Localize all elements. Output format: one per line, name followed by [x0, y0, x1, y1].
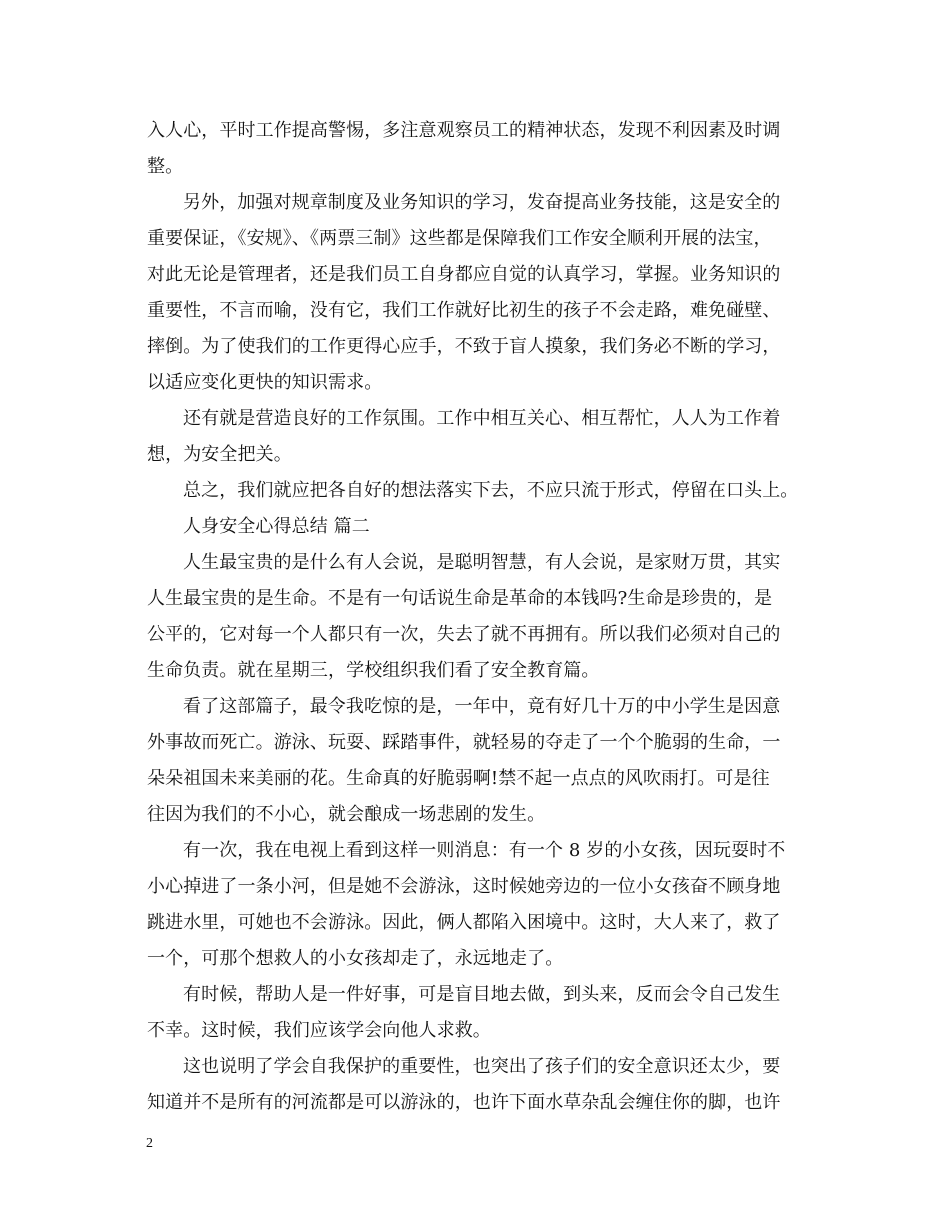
paragraph-start: 总之，我们就应把各自好的想法落实下去，不应只流于形式，停留在口头上。: [183, 480, 799, 501]
text-line: 整。: [147, 156, 184, 177]
text-line: 以适应变化更快的知识需求。: [147, 372, 383, 393]
text-line: 知道并不是所有的河流都是可以游泳的，也许下面水草杂乱会缠住你的脚，也许: [147, 1092, 781, 1113]
text-line: 人生最宝贵的是生命。不是有一句话说生命是革命的本钱吗?生命是珍贵的，是: [147, 588, 773, 609]
paragraph-start: 看了这部篇子，最令我吃惊的是，一年中，竟有好几十万的中小学生是因意: [183, 696, 781, 717]
text-line: 生命负责。就在星期三，学校组织我们看了安全教育篇。: [147, 660, 600, 681]
text-line: 往因为我们的不小心，就会酿成一场悲剧的发生。: [147, 804, 546, 825]
page-number: 2: [146, 1136, 153, 1151]
text-line: 重要性，不言而喻，没有它，我们工作就好比初生的孩子不会走路，难免碰壁、: [147, 300, 781, 321]
text-line: 重要保证，《安规》、《两票三制》这些都是保障我们工作安全顺利开展的法宝，: [147, 228, 772, 249]
text-line: 不幸。这时候，我们应该学会向他人求救。: [147, 1020, 491, 1041]
section-heading: 人身安全心得总结 篇二: [183, 516, 370, 537]
text-line: 小心掉进了一条小河，但是她不会游泳，这时候她旁边的一位小女孩奋不顾身地: [147, 876, 781, 897]
text-line: 摔倒。为了使我们的工作更得心应手，不致于盲人摸象，我们务必不断的学习，: [147, 336, 781, 357]
paragraph-start: 这也说明了学会自我保护的重要性，也突出了孩子们的安全意识还太少，要: [183, 1056, 781, 1077]
text-line: 对此无论是管理者，还是我们员工自身都应自觉的认真学习，掌握。业务知识的: [147, 264, 781, 285]
paragraph-start: 人生最宝贵的是什么有人会说，是聪明智慧，有人会说，是家财万贯，其实: [183, 552, 781, 573]
text-line: 想，为安全把关。: [147, 444, 292, 465]
text-line: 一个，可那个想救人的小女孩却走了，永远地走了。: [147, 948, 564, 969]
text-line: 外事故而死亡。游泳、玩耍、踩踏事件，就轻易的夺走了一个个脆弱的生命，一: [147, 732, 781, 753]
paragraph-start: 另外，加强对规章制度及业务知识的学习，发奋提高业务技能，这是安全的: [183, 192, 781, 213]
paragraph-start: 有时候，帮助人是一件好事，可是盲目地去做，到头来，反而会令自己发生: [183, 984, 781, 1005]
paragraph-start: 有一次，我在电视上看到这样一则消息：有一个 8 岁的小女孩，因玩耍时不: [183, 840, 786, 861]
text-line: 入人心，平时工作提高警惕，多注意观察员工的精神状态，发现不利因素及时调: [147, 120, 781, 141]
text-line: 朵朵祖国未来美丽的花。生命真的好脆弱啊!禁不起一点点的风吹雨打。可是往: [147, 768, 770, 789]
text-line: 公平的，它对每一个人都只有一次，失去了就不再拥有。所以我们必须对自己的: [147, 624, 781, 645]
paragraph-start: 还有就是营造良好的工作氛围。工作中相互关心、相互帮忙，人人为工作着: [183, 408, 781, 429]
text-line: 跳进水里，可她也不会游泳。因此，俩人都陷入困境中。这时，大人来了，救了: [147, 912, 781, 933]
